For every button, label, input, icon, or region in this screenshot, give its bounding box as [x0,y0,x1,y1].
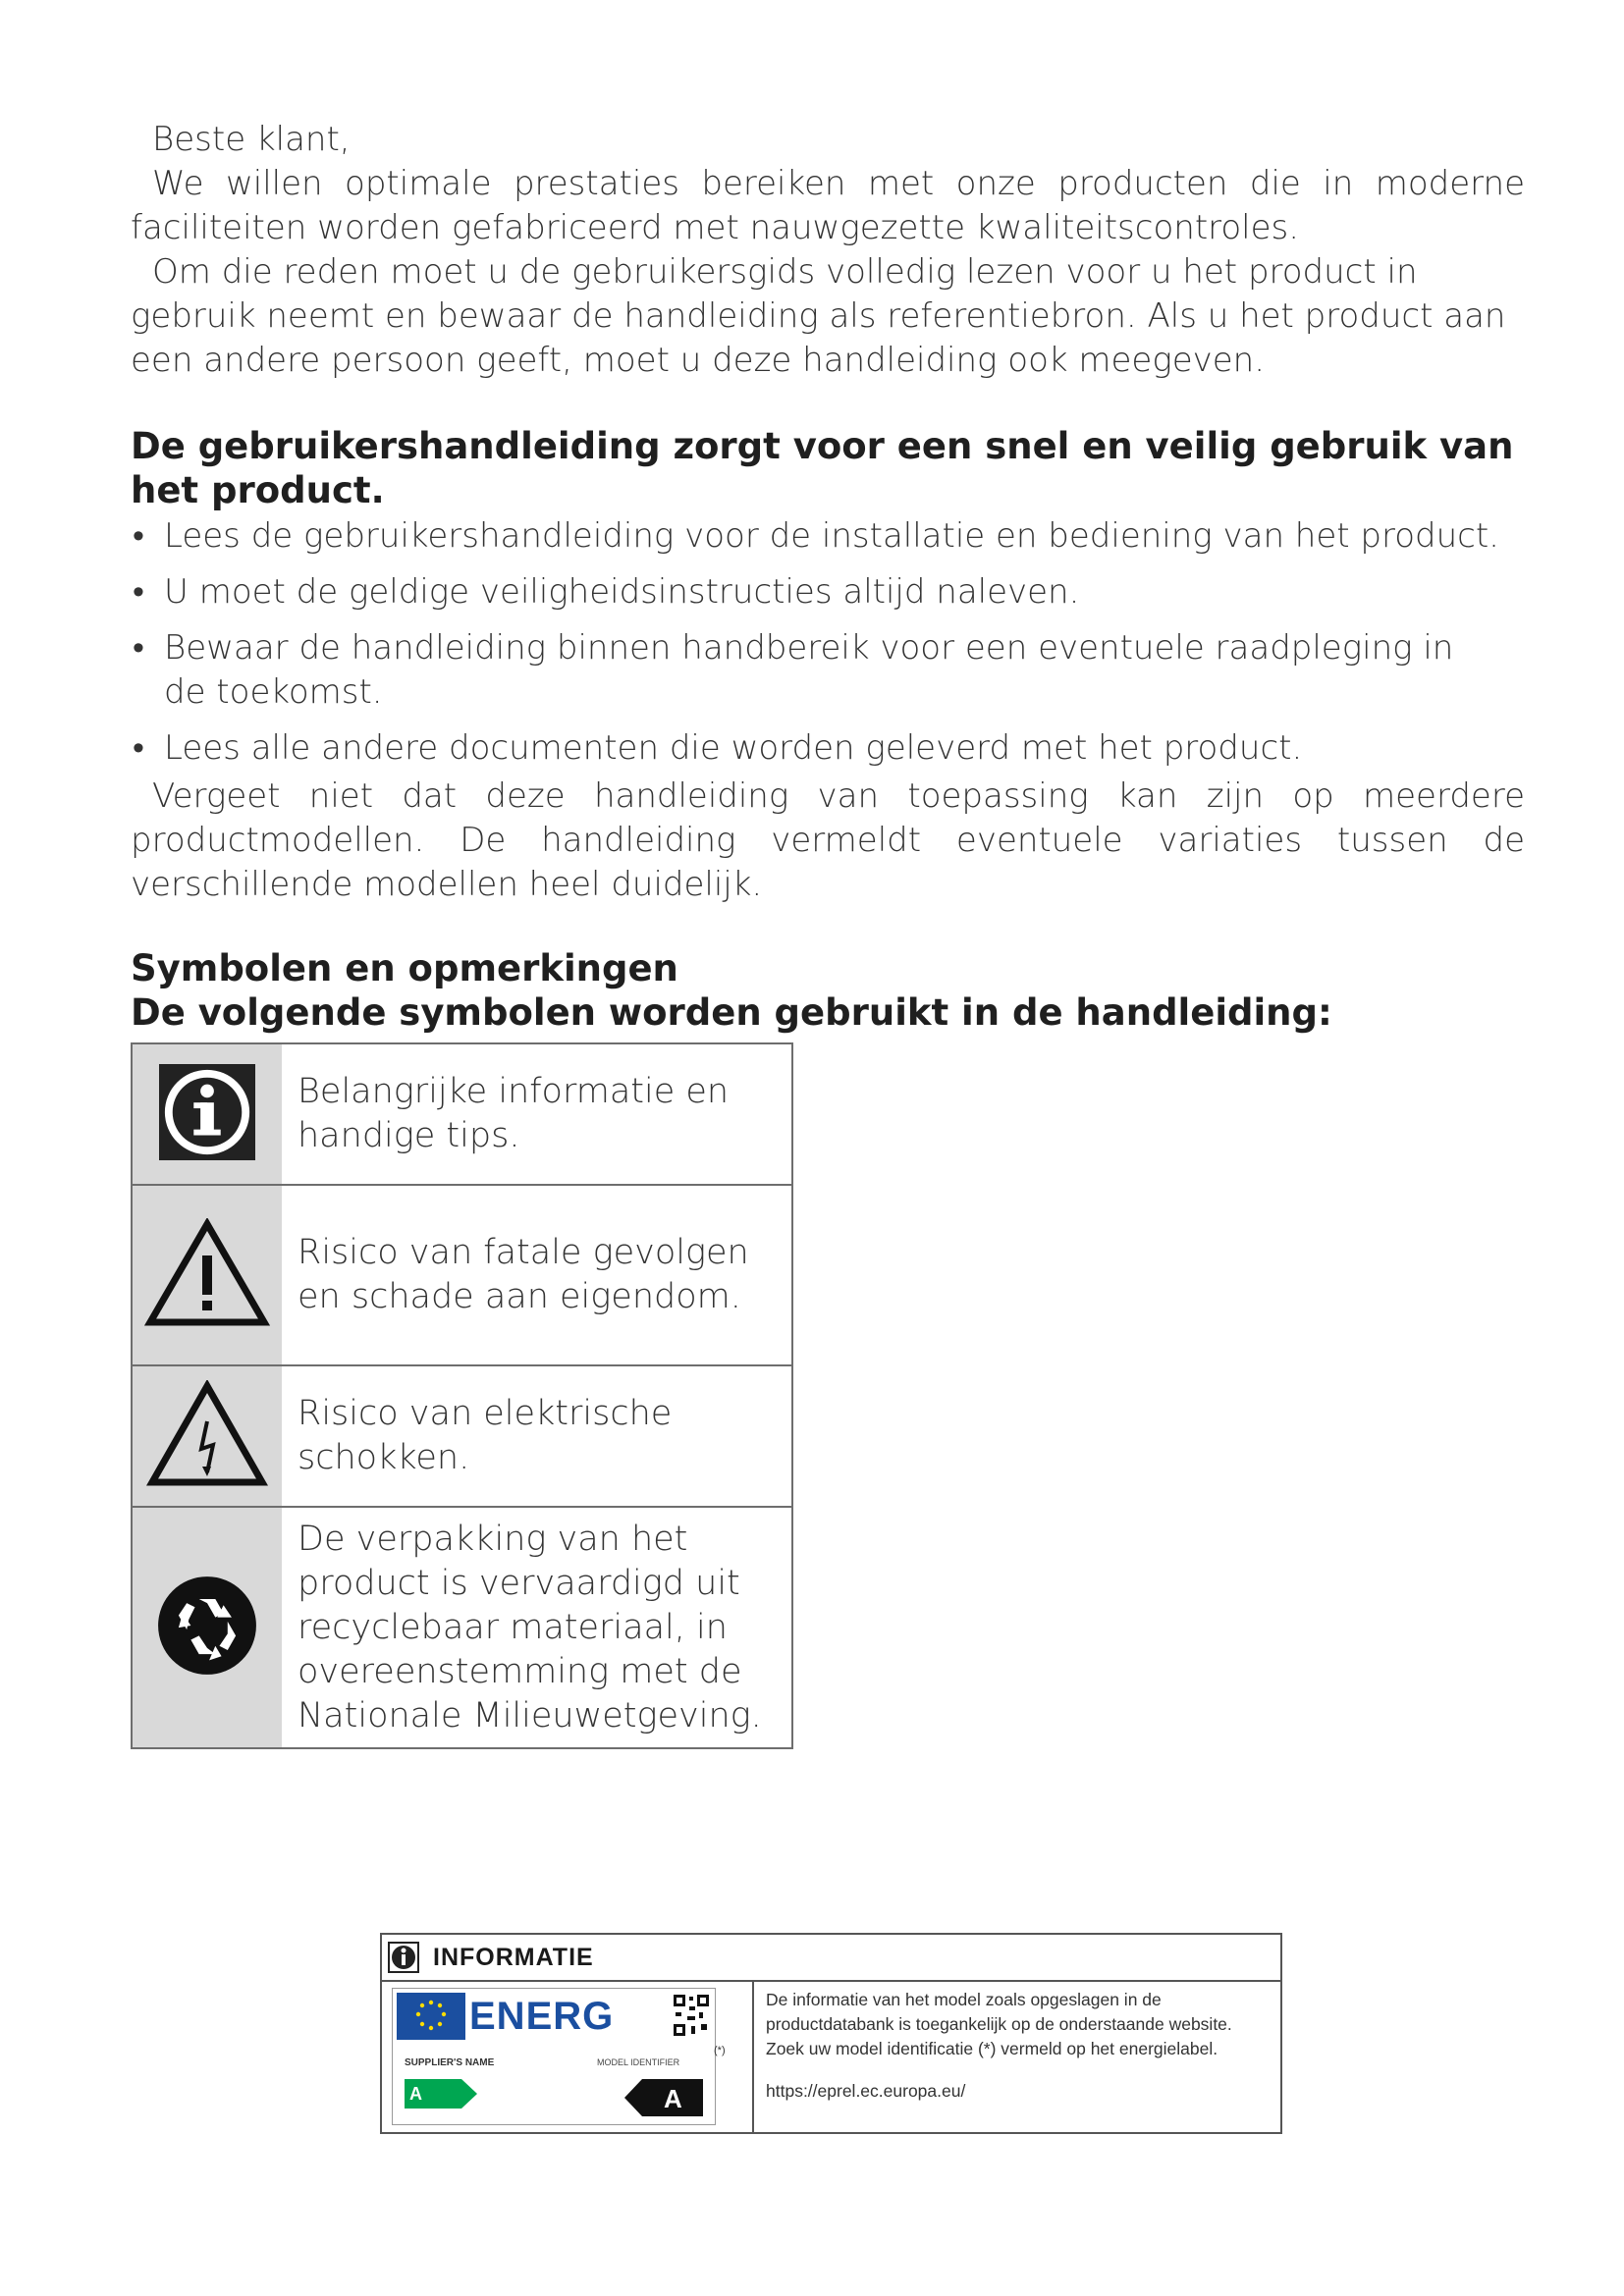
info-description: De informatie van het model zoals opgeslagen in de productdatabank is toegankelijk op de onderstaande website. Zoek uw model identificatie (*) vermeld op het energielabel. [766,1990,1232,2058]
bullet-icon: • [133,572,144,612]
energy-class-left: A [409,2084,422,2104]
energy-label-thumbnail [382,1982,754,2134]
info-box-title: INFORMATIE [433,1943,594,1971]
table-row [132,1365,792,1507]
bullet-icon: • [133,628,144,667]
greeting: Beste klant, [152,120,351,159]
symbol-description: De verpakking van het product is vervaardigd uit recyclebaar materiaal, in overeenstemming met de Nationale Milieuwetgeving. [298,1519,762,1735]
intro-paragraph-1: We willen optimale prestaties bereiken met onze producten die in moderne faciliteiten worden gefabriceerd met nauwgezette kwaliteitscontroles. [131,164,1525,247]
energy-class-arrow [405,2079,477,2109]
list-item: • Lees de gebruikershandleiding voor de installatie en bediening van het product. [131,514,1525,559]
electric-shock-icon [146,1380,268,1488]
symbol-description: Risico van elektrische schokken. [282,1365,792,1507]
manual-bullet-list [131,514,1525,771]
symbol-description: Risico van fatale gevolgen en schade aan eigendom. [282,1185,792,1365]
information-box [380,1933,1282,2134]
models-note: Vergeet niet dat deze handleiding van toepassing kan zijn op meerdere productmodellen. De handleiding vermeldt eventuele variaties tussen de verschillende modellen heel duidelijk. [131,776,1525,904]
model-identifier: MODEL IDENTIFIER [597,2057,680,2067]
list-item: • Bewaar de handleiding binnen handbereik voor een eventuele raadpleging in de toekomst. [133,628,1454,712]
warning-icon [144,1218,270,1328]
symbol-description: Belangrijke informatie en handige tips. [282,1043,792,1185]
energy-class-indicator [624,2079,703,2116]
bullet-icon: • [133,516,144,556]
energy-class-right: A [664,2084,682,2113]
qr-code-icon [672,1993,711,2038]
symbols-subheading: De volgende symbolen worden gebruikt in de handleiding: [131,991,1332,1034]
eprel-link[interactable]: https://eprel.ec.europa.eu/ [766,2081,966,2101]
list-item: • U moet de geldige veiligheidsinstructies altijd naleven. [131,570,1525,614]
table-row [132,1043,792,1185]
bullet-icon: • [133,728,144,768]
document-page [131,118,1525,1749]
energy-label-title: ENERG [469,1995,615,2038]
manual-heading: De gebruikershandleiding zorgt voor een snel en veilig gebruik van het product. [131,425,1514,511]
info-icon [388,1942,419,1973]
symbols-heading: Symbolen en opmerkingen [131,947,678,989]
supplier-name: SUPPLIER'S NAME [405,2057,495,2068]
intro-paragraph-2: Om die reden moet u de gebruikersgids volledig lezen voor u het product in gebruik neemt en bewaar de handleiding als referentiebron. Als u het product aan een andere persoon geeft, moet u deze handleiding ook meegeven. [131,252,1506,380]
list-item: • Lees alle andere documenten die worden geleverd met het product. [131,726,1525,771]
recycle-icon [156,1575,258,1677]
info-icon [159,1064,255,1160]
info-box-header [382,1935,1280,1982]
symbols-table [131,1042,793,1749]
table-row [132,1507,792,1748]
table-row [132,1185,792,1365]
model-footnote-marker: (*) [714,2045,726,2056]
